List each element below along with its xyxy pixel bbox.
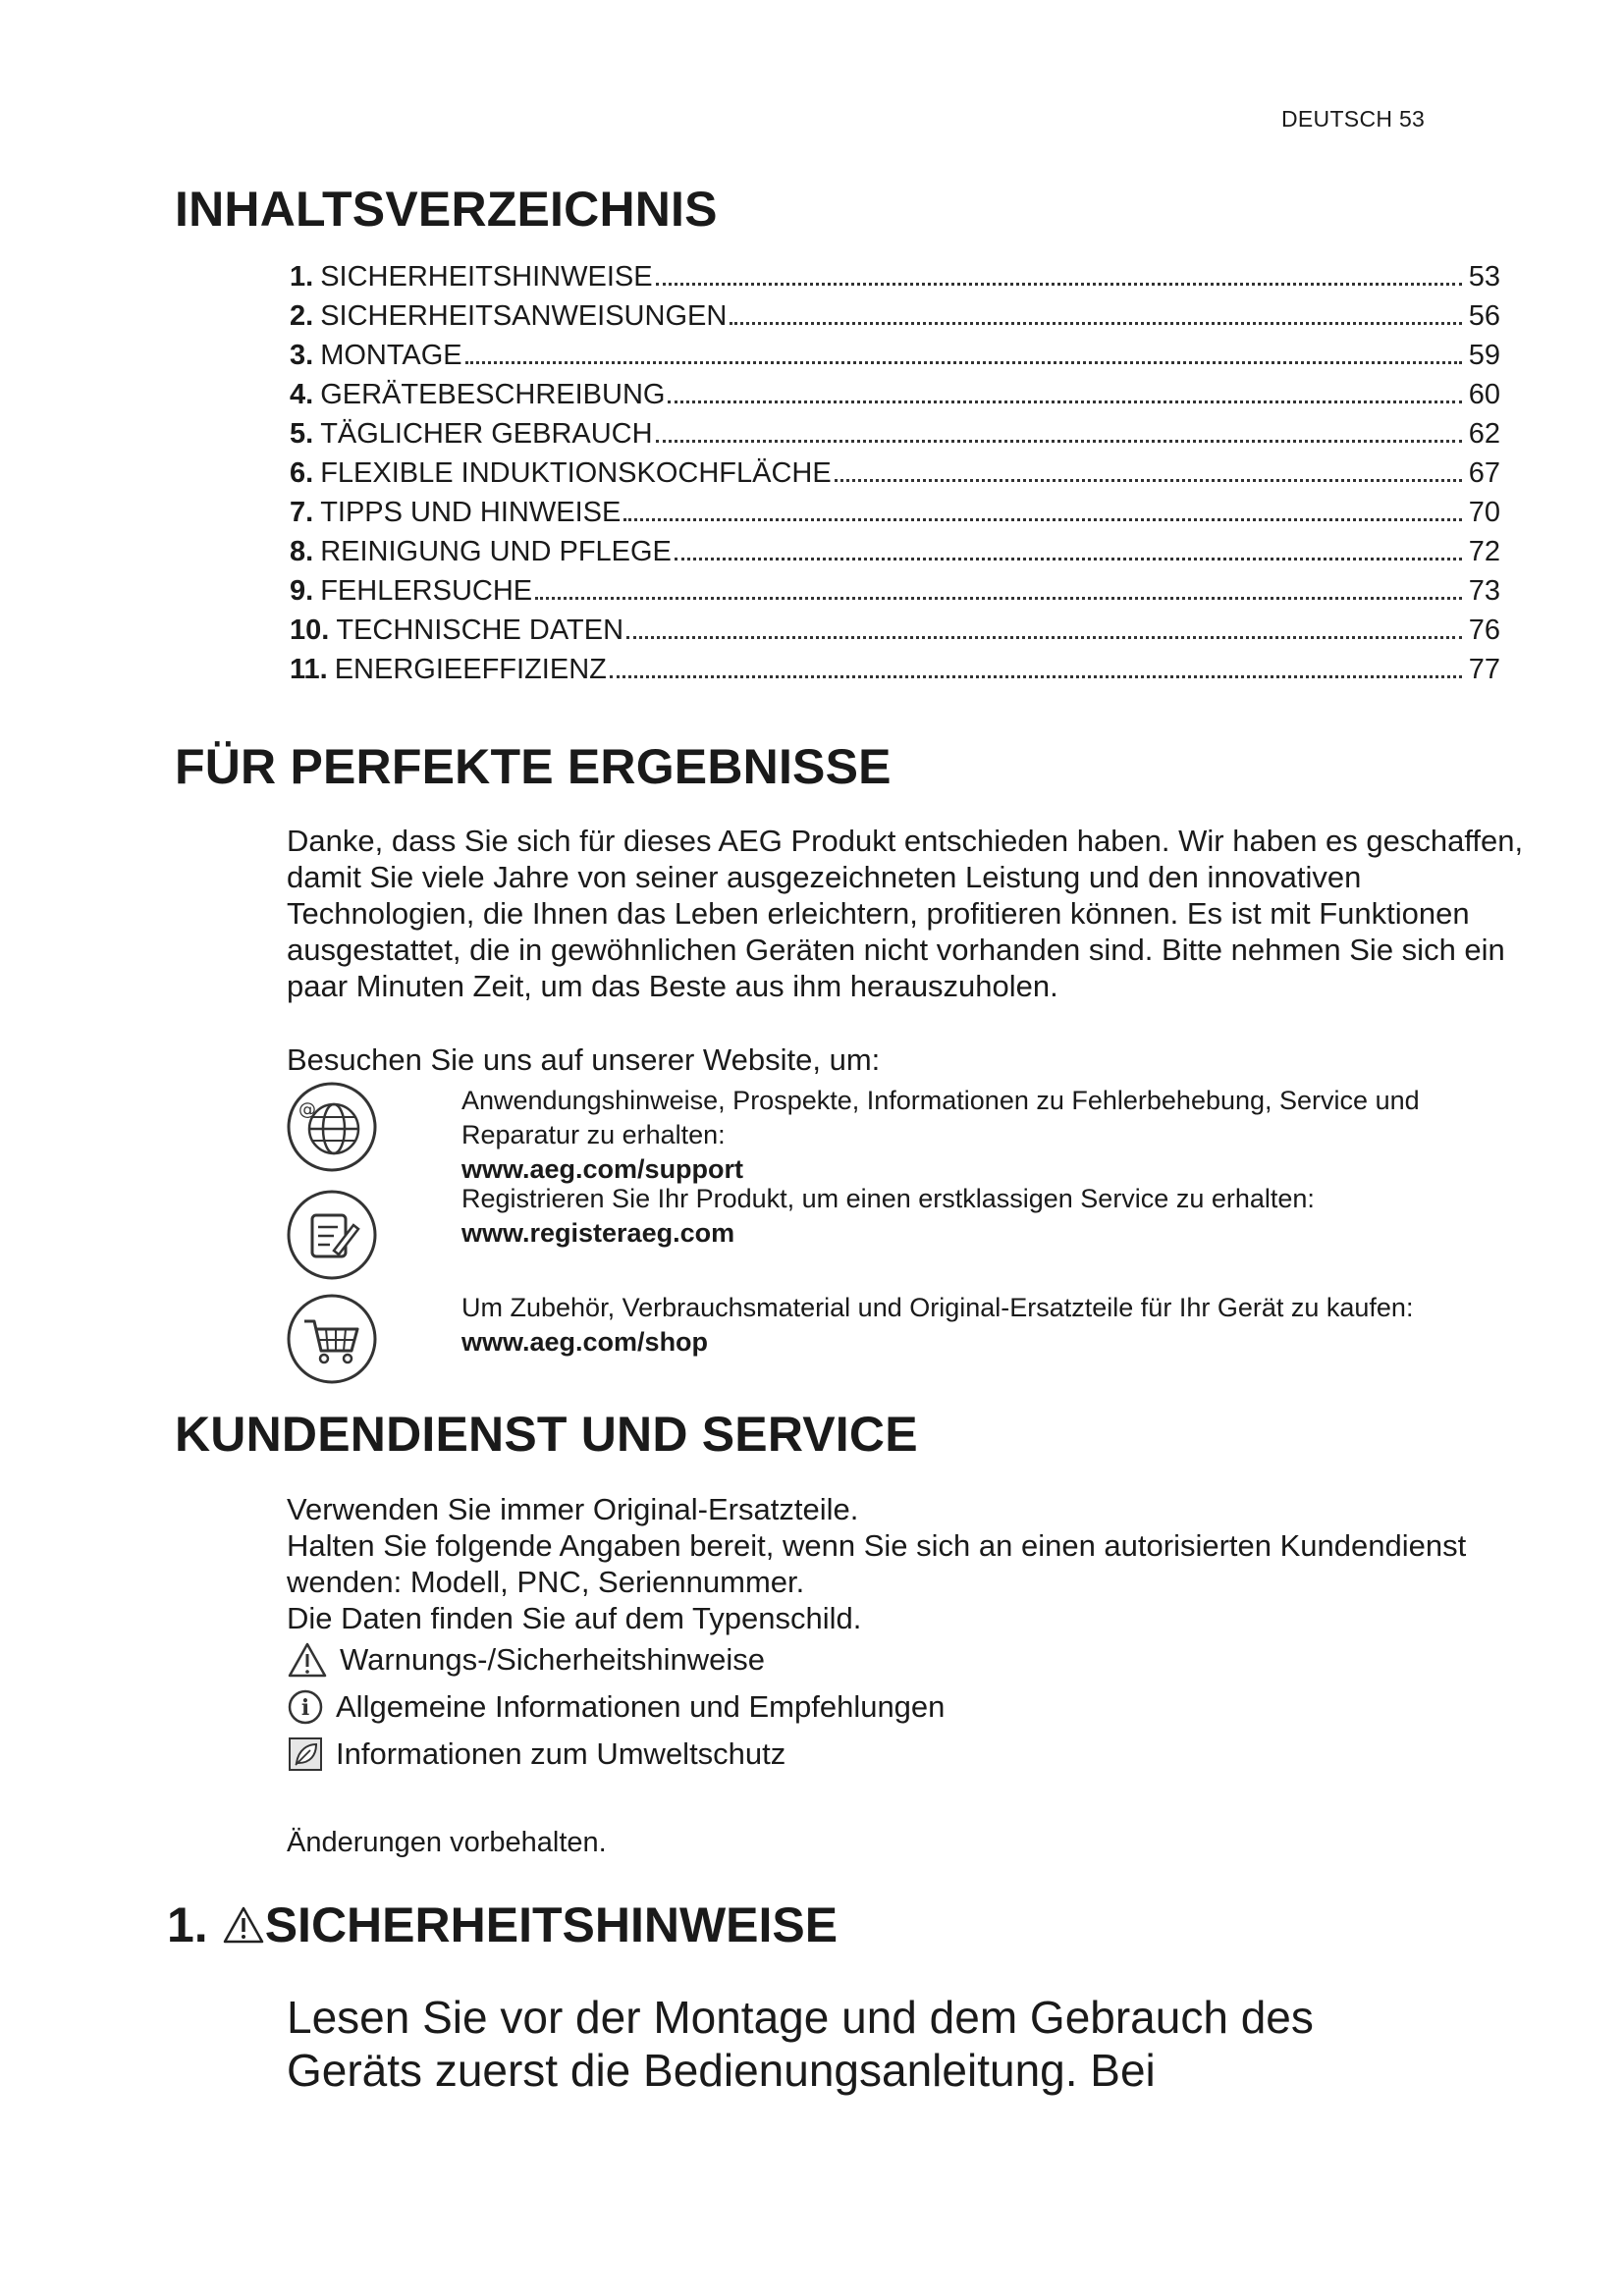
toc-leader bbox=[730, 322, 1462, 325]
toc-leader bbox=[535, 597, 1462, 600]
cart-icon bbox=[285, 1292, 379, 1386]
section-title-safety bbox=[167, 1896, 838, 1953]
toc-leader bbox=[656, 440, 1462, 443]
support-link[interactable]: www.aeg.com/support bbox=[461, 1154, 744, 1184]
service-text bbox=[461, 1291, 1532, 1360]
toc-item-label: TÄGLICHER GEBRAUCH bbox=[320, 418, 653, 450]
legend-info bbox=[287, 1688, 945, 1726]
toc-item[interactable] bbox=[290, 575, 1500, 614]
section-heading-text: SICHERHEITSHINWEISE bbox=[264, 1897, 839, 1952]
toc-item-page: 59 bbox=[1468, 340, 1500, 371]
toc-item[interactable] bbox=[290, 261, 1500, 300]
service-description: Anwendungshinweise, Prospekte, Informationen zu Fehlerbehebung, Service und Reparatur zu erhalten: bbox=[461, 1086, 1420, 1149]
legend-label: Informationen zum Umweltschutz bbox=[336, 1736, 786, 1771]
toc-item[interactable] bbox=[290, 497, 1500, 536]
text-line: Verwenden Sie immer Original-Ersatzteile. bbox=[287, 1492, 859, 1526]
toc-item-number: 2. bbox=[290, 300, 314, 332]
warning-icon bbox=[222, 1905, 265, 1945]
text-line: Die Daten finden Sie auf dem Typenschild. bbox=[287, 1601, 862, 1635]
toc-item-page: 76 bbox=[1468, 614, 1500, 646]
toc-item[interactable] bbox=[290, 300, 1500, 340]
svg-text:i: i bbox=[300, 1695, 310, 1721]
register-link[interactable]: www.registeraeg.com bbox=[461, 1218, 735, 1248]
section-title-customer-service: KUNDENDIENST UND SERVICE bbox=[175, 1407, 918, 1462]
intro-paragraph: Danke, dass Sie sich für dieses AEG Produkt entschieden haben. Wir haben es geschaffen, damit Sie viele Jahre von seiner ausgezeichneten Leistung und den innovativen Technologien, die Ihnen das Leben erleichtern, profitieren können. Es ist mit Funktionen ausgestattet, die in gewöhnlichen Geräten nicht vorhanden sind. Bitte nehmen Sie sich ein paar Minuten Zeit, um das Beste aus ihm herauszuholen. bbox=[287, 824, 1524, 1003]
toc-item-number: 3. bbox=[290, 340, 314, 371]
toc-item-label: TECHNISCHE DATEN bbox=[336, 614, 624, 646]
toc-item-number: 8. bbox=[290, 536, 314, 567]
toc-item[interactable] bbox=[290, 340, 1500, 379]
legend-environment bbox=[287, 1735, 785, 1773]
toc-item[interactable] bbox=[290, 614, 1500, 654]
service-description: Um Zubehör, Verbrauchsmaterial und Original-Ersatzteile für Ihr Gerät zu kaufen: bbox=[461, 1293, 1414, 1322]
environment-icon bbox=[287, 1735, 324, 1773]
changes-reserved: Änderungen vorbehalten. bbox=[287, 1827, 607, 1858]
toc-item-page: 53 bbox=[1468, 261, 1500, 293]
safety-intro-text: Lesen Sie vor der Montage und dem Gebrauch des Geräts zuerst die Bedienungsanleitung. Bei bbox=[287, 1992, 1314, 2096]
legend-warning bbox=[287, 1641, 765, 1679]
toc-item-number: 7. bbox=[290, 497, 314, 528]
toc-leader bbox=[626, 636, 1462, 639]
toc-leader bbox=[668, 400, 1462, 403]
toc-item-number: 1. bbox=[290, 261, 314, 293]
toc-item[interactable] bbox=[290, 418, 1500, 457]
section-title-perfect-results: FÜR PERFEKTE ERGEBNISSE bbox=[175, 739, 892, 794]
text-line: Halten Sie folgende Angaben bereit, wenn Sie sich an einen autorisierten Kundendienst wenden: Modell, PNC, Seriennummer. bbox=[287, 1528, 1467, 1599]
shop-link[interactable]: www.aeg.com/shop bbox=[461, 1327, 709, 1357]
visit-text: Besuchen Sie uns auf unserer Website, um: bbox=[287, 1042, 881, 1077]
toc-item[interactable] bbox=[290, 379, 1500, 418]
legend-label: Warnungs-/Sicherheitshinweise bbox=[340, 1642, 766, 1677]
toc-leader bbox=[623, 518, 1462, 521]
toc-item-number: 10. bbox=[290, 614, 330, 646]
toc-item[interactable] bbox=[290, 654, 1500, 693]
toc-item-label: SICHERHEITSANWEISUNGEN bbox=[320, 300, 728, 332]
globe-icon bbox=[285, 1080, 379, 1174]
toc-item-label: REINIGUNG UND PFLEGE bbox=[320, 536, 672, 567]
toc-item-page: 62 bbox=[1468, 418, 1500, 450]
toc-item-label: SICHERHEITSHINWEISE bbox=[320, 261, 653, 293]
info-icon bbox=[287, 1688, 324, 1726]
toc-item-label: GERÄTEBESCHREIBUNG bbox=[320, 379, 666, 410]
toc-item-number: 4. bbox=[290, 379, 314, 410]
toc-item-number: 6. bbox=[290, 457, 314, 489]
toc-item-number: 5. bbox=[290, 418, 314, 450]
table-of-contents bbox=[290, 261, 1500, 693]
toc-title: INHALTSVERZEICHNIS bbox=[175, 182, 718, 237]
toc-item-label: ENERGIEEFFIZIENZ bbox=[334, 654, 607, 685]
service-text bbox=[461, 1182, 1532, 1251]
toc-item-page: 70 bbox=[1468, 497, 1500, 528]
toc-leader bbox=[835, 479, 1462, 482]
service-description: Registrieren Sie Ihr Produkt, um einen erstklassigen Service zu erhalten: bbox=[461, 1184, 1315, 1213]
toc-item-number: 9. bbox=[290, 575, 314, 607]
toc-item-label: TIPPS UND HINWEISE bbox=[320, 497, 622, 528]
legend-label: Allgemeine Informationen und Empfehlungen bbox=[336, 1689, 946, 1724]
section-number: 1. bbox=[167, 1897, 208, 1952]
warning-icon bbox=[287, 1641, 328, 1679]
service-text bbox=[461, 1084, 1532, 1187]
toc-leader bbox=[465, 361, 1462, 364]
customer-service-text bbox=[287, 1491, 1524, 1636]
toc-item-page: 67 bbox=[1468, 457, 1500, 489]
toc-item-page: 77 bbox=[1468, 654, 1500, 685]
page-header: DEUTSCH 53 bbox=[1281, 106, 1426, 132]
toc-item-page: 72 bbox=[1468, 536, 1500, 567]
toc-leader bbox=[610, 675, 1462, 678]
toc-item-label: FEHLERSUCHE bbox=[320, 575, 533, 607]
toc-item-label: FLEXIBLE INDUKTIONSKOCHFLÄCHE bbox=[320, 457, 832, 489]
toc-item-page: 60 bbox=[1468, 379, 1500, 410]
toc-leader bbox=[675, 558, 1462, 561]
toc-item-page: 73 bbox=[1468, 575, 1500, 607]
svg-text:@: @ bbox=[298, 1099, 316, 1120]
toc-item[interactable] bbox=[290, 536, 1500, 575]
toc-leader bbox=[656, 283, 1462, 286]
toc-item-page: 56 bbox=[1468, 300, 1500, 332]
register-icon bbox=[285, 1188, 379, 1282]
toc-item[interactable] bbox=[290, 457, 1500, 497]
toc-item-number: 11. bbox=[290, 654, 328, 685]
toc-item-label: MONTAGE bbox=[320, 340, 462, 371]
